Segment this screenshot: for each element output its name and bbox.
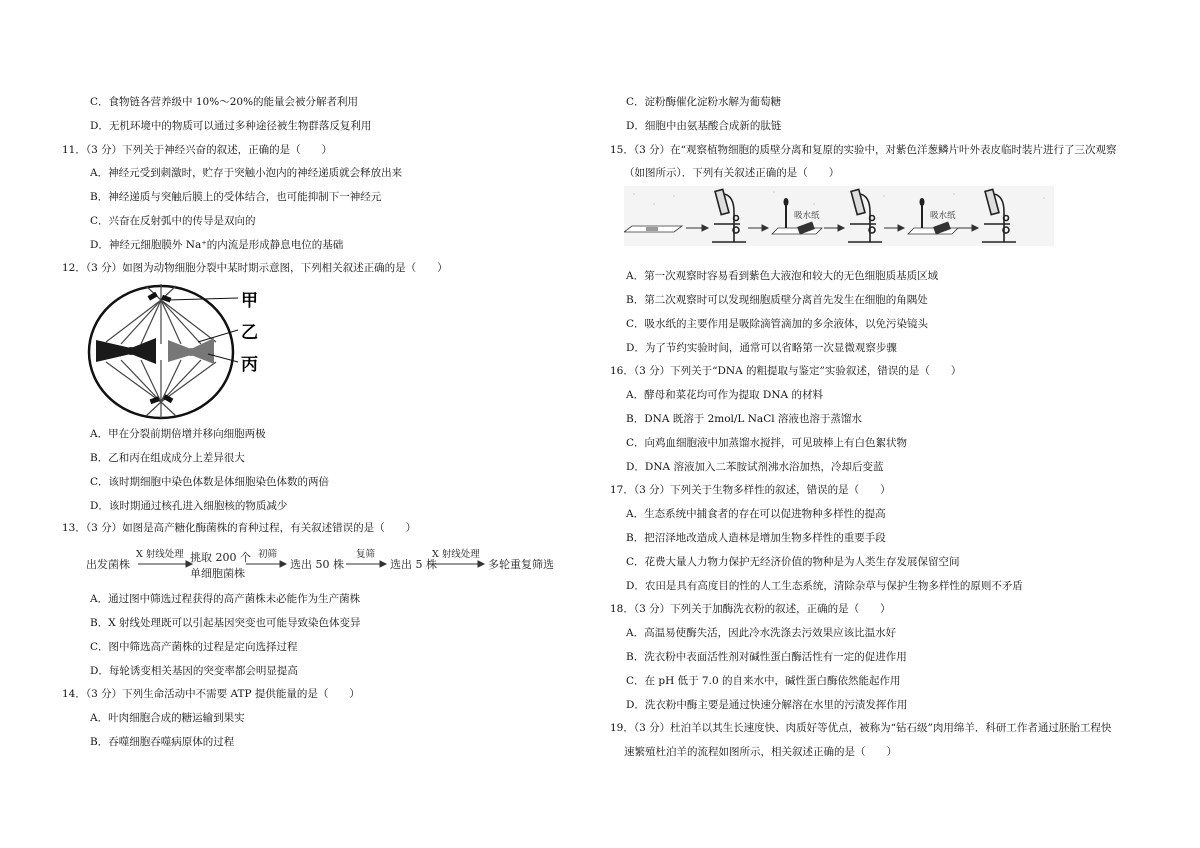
- flow-node-200b: 单细胞菌株: [190, 567, 245, 580]
- q18-option-a: A．高温易使酶失活，因此冷水洗涤去污效果应该比温水好: [626, 627, 897, 639]
- q12-option-a: A．甲在分裂前期倍增并移向细胞两极: [90, 428, 266, 440]
- q11-option-b: B．神经递质与突触后膜上的受体结合，也可能抑制下一神经元: [90, 191, 382, 203]
- q13-option-d: D．每轮诱变相关基因的突变率都会明显提高: [90, 665, 298, 677]
- flow-arrow-label-2: 初筛: [258, 549, 278, 560]
- q11-option-a: A．神经元受到刺激时，贮存于突触小泡内的神经递质就会释放出来: [90, 167, 403, 179]
- q13-stem: 13．（3 分）如图是高产糖化酶菌株的育种过程，有关叙述错误的是（ ）: [62, 522, 417, 534]
- q15-option-a: A．第一次观察时容易看到紫色大液泡和较大的无色细胞质基质区域: [626, 270, 939, 282]
- q15-stem-line1: 15．（3 分）在“观察植物细胞的质壁分离和复原的实验中，对紫色洋葱鳞片叶外表皮临时装片进行了三次观察: [610, 144, 1117, 156]
- q16-option-b: B．DNA 既溶于 2mol/L NaCl 溶液也溶于蒸馏水: [626, 413, 862, 425]
- label-blotting-paper-2: 吸水纸: [930, 211, 956, 221]
- q17-option-d: D．农田是具有高度目的性的人工生态系统，清除杂草与保护生物多样性的原则不矛盾: [626, 580, 1023, 592]
- q15-stem-line2: （如图所示）．下列有关叙述正确的是（ ）: [624, 167, 840, 179]
- q16-option-a: A．酵母和菜花均可作为提取 DNA 的材料: [626, 389, 823, 401]
- q11-option-c: C．兴奋在反射弧中的传导是双向的: [90, 215, 256, 227]
- q17-stem: 17．（3 分）下列关于生物多样性的叙述，错误的是（ ）: [610, 484, 891, 496]
- chromosome-dark: [96, 338, 156, 364]
- label-bing: 丙: [241, 355, 258, 375]
- flow-node-start: 出发菌株: [86, 558, 130, 571]
- q12-stem: 12．（3 分）如图为动物细胞分裂中某时期示意图，下列相关叙述正确的是（ ）: [62, 262, 448, 274]
- q18-stem: 18．（3 分）下列关于加酶洗衣粉的叙述，正确的是（ ）: [610, 603, 891, 615]
- label-jia: 甲: [241, 291, 258, 311]
- label-blotting-paper-1: 吸水纸: [794, 211, 820, 221]
- q10-option-d: D．无机环境中的物质可以通过多种途径被生物群落反复利用: [90, 120, 372, 132]
- q12-option-d: D．该时期通过核孔进入细胞核的物质减少: [90, 500, 288, 512]
- q18-option-c: C．在 pH 低于 7.0 的自来水中，碱性蛋白酶依然能起作用: [626, 675, 901, 687]
- q17-option-c: C．花费大量人力物力保护无经济价值的物种是为人类生存发展保留空间: [626, 556, 960, 568]
- flow-node-200a: 挑取 200 个: [190, 551, 251, 564]
- q17-option-b: B．把沼泽地改造成人造林是增加生物多样性的重要手段: [626, 532, 886, 544]
- q14-option-d: D．细胞中由氨基酸合成新的肽链: [626, 120, 782, 132]
- q19-stem-line2: 速繁殖杜泊羊的流程如图所示，相关叙述正确的是（ ）: [624, 746, 897, 758]
- q12-option-b: B．乙和丙在组成成分上差异很大: [90, 452, 245, 464]
- flow-node-50: 选出 50 株: [290, 558, 344, 571]
- microscope-sequence-diagram: [624, 184, 1054, 248]
- q14-stem: 14．（3 分）下列生命活动中不需要 ATP 提供能量的是（ ）: [62, 688, 360, 700]
- q15-option-b: B．第二次观察时可以发现细胞质壁分离首先发生在细胞的角隅处: [626, 294, 928, 306]
- flow-node-5: 选出 5 株: [390, 558, 437, 571]
- q14-option-c: C．淀粉酶催化淀粉水解为葡萄糖: [626, 96, 782, 108]
- flow-arrow-label-3: 复筛: [356, 549, 376, 560]
- q13-option-a: A．通过图中筛选过程获得的高产菌株未必能作为生产菌株: [90, 593, 361, 605]
- q18-option-b: B．洗衣粉中表面活性剂对碱性蛋白酶活性有一定的促进作用: [626, 651, 907, 663]
- q11-stem: 11．（3 分）下列关于神经兴奋的叙述，正确的是（ ）: [62, 144, 333, 156]
- flow-node-repeat: 多轮重复筛选: [488, 558, 554, 571]
- q13-option-c: C．图中筛选高产菌株的过程是定向选择过程: [90, 641, 298, 653]
- cell-division-diagram: [86, 282, 296, 422]
- breeding-flow-diagram: [86, 544, 566, 584]
- q14-option-a: A．叶肉细胞合成的糖运输到果实: [90, 712, 245, 724]
- q18-option-d: D．洗衣粉中酶主要是通过快速分解溶在水里的污渍发挥作用: [626, 699, 908, 711]
- slide-step-1: [624, 226, 682, 232]
- q16-option-c: C．向鸡血细胞液中加蒸馏水搅拌，可见玻棒上有白色絮状物: [626, 437, 908, 449]
- label-yi: 乙: [241, 323, 258, 343]
- q14-option-b: B．吞噬细胞吞噬病原体的过程: [90, 736, 235, 748]
- q12-option-c: C．该时期细胞中染色体数是体细胞染色体数的两倍: [90, 476, 330, 488]
- flow-arrow-label-4: X 射线处理: [432, 549, 480, 560]
- q17-option-a: A．生态系统中捕食者的存在可以促进物种多样性的提高: [626, 508, 886, 520]
- q19-stem-line1: 19．（3 分）杜泊羊以其生长速度快、肉质好等优点，被称为“钻石级”肉用绵羊．科研工作者通过胚胎工程快: [610, 722, 1112, 734]
- q16-stem: 16．（3 分）下列关于“DNA 的粗提取与鉴定”实验叙述，错误的是（ ）: [610, 365, 962, 377]
- flow-arrow-label-1: X 射线处理: [136, 549, 184, 560]
- q11-option-d: D．神经元细胞膜外 Na⁺的内流是形成静息电位的基础: [90, 239, 344, 251]
- q15-option-c: C．吸水纸的主要作用是吸除滴管滴加的多余液体，以免污染镜头: [626, 318, 929, 330]
- q15-option-d: D．为了节约实验时间，通常可以省略第一次显微观察步骤: [626, 342, 897, 354]
- q16-option-d: D．DNA 溶液加入二苯胺试剂沸水浴加热，冷却后变蓝: [626, 461, 884, 473]
- q10-option-c: C．食物链各营养级中 10%～20%的能量会被分解者利用: [90, 96, 359, 108]
- q13-option-b: B．X 射线处理既可以引起基因突变也可能导致染色体变异: [90, 617, 361, 629]
- chromosome-gray: [168, 338, 214, 364]
